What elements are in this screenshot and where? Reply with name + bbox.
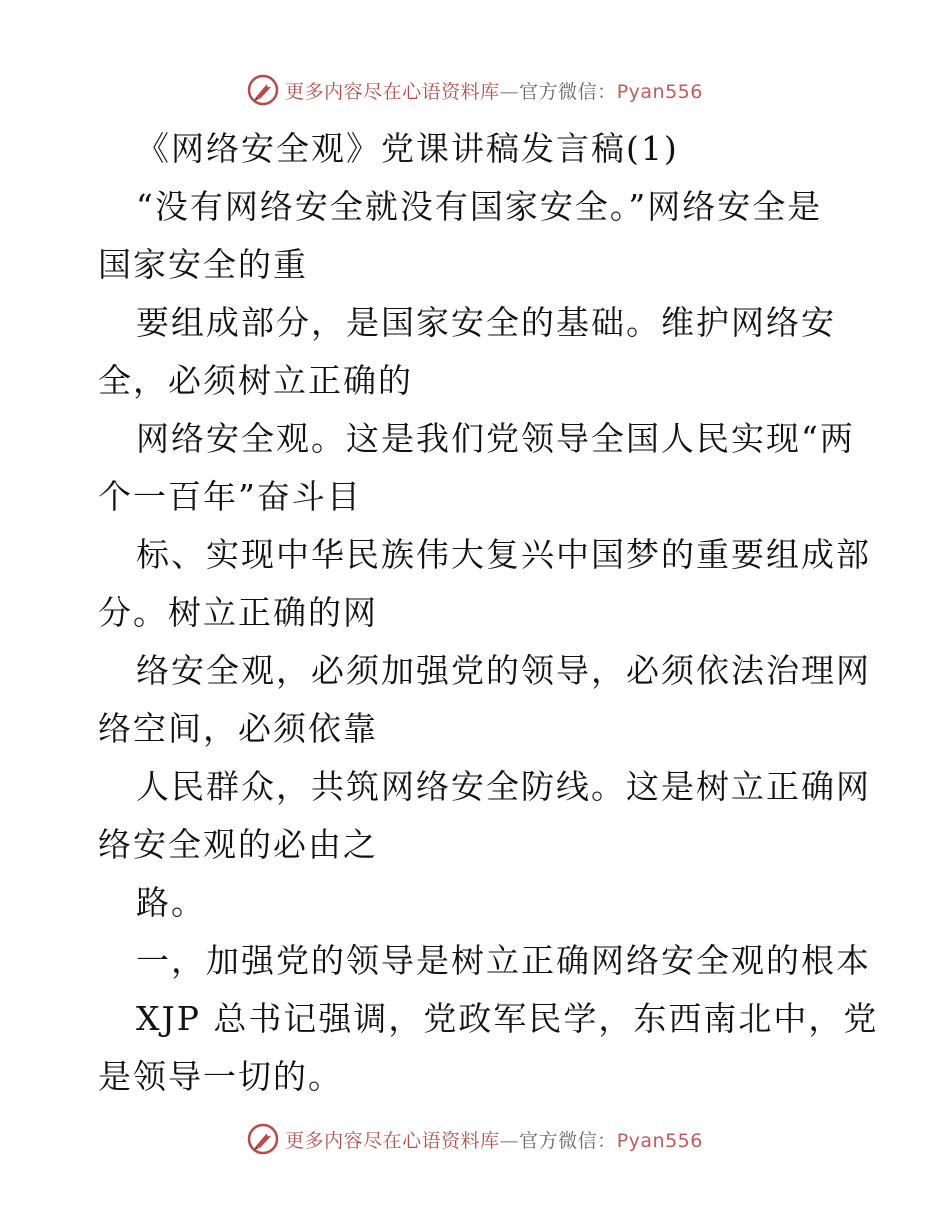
doc-line: 络安全观，必须加强党的领导，必须依法治理网 <box>136 651 871 690</box>
doc-line: 全，必须树立正确的 <box>98 361 413 400</box>
doc-line: 是领导一切的。 <box>98 1057 343 1096</box>
watermark-official: 官方微信： <box>519 1129 617 1152</box>
doc-line: 络空间，必须依靠 <box>98 709 378 748</box>
pen-logo-icon <box>247 1123 279 1155</box>
doc-line: 个一百年”奋斗目 <box>98 477 362 516</box>
doc-line: “没有网络安全就没有国家安全。”网络安全是 <box>136 187 823 226</box>
doc-line: 国家安全的重 <box>98 245 308 284</box>
watermark-official: 官方微信： <box>519 80 617 103</box>
watermark-main: 更多内容尽在心语资料库 <box>285 1129 500 1152</box>
watermark-id: Pyan556 <box>616 1129 703 1152</box>
doc-line: 标、实现中华民族伟大复兴中国梦的重要组成部 <box>136 535 871 574</box>
doc-line: 网络安全观。这是我们党领导全国人民实现“两 <box>136 419 855 458</box>
doc-line: XJP 总书记强调，党政军民学，东西南北中，党 <box>136 999 879 1038</box>
doc-line: 人民群众，共筑网络安全防线。这是树立正确网 <box>136 767 871 806</box>
doc-line: 路。 <box>136 883 206 922</box>
doc-line: 分。树立正确的网 <box>98 593 378 632</box>
watermark-main: 更多内容尽在心语资料库 <box>285 80 500 103</box>
watermark-dash: — <box>499 1129 520 1152</box>
doc-line: 要组成部分，是国家安全的基础。维护网络安 <box>136 303 836 342</box>
watermark-text <box>285 1126 703 1153</box>
pen-logo-icon <box>247 74 279 106</box>
watermark-text <box>285 77 703 104</box>
header-watermark <box>0 68 950 112</box>
doc-title: 《网络安全观》党课讲稿发言稿(1) <box>136 129 679 168</box>
document-body <box>98 120 879 1106</box>
doc-heading: 一，加强党的领导是树立正确网络安全观的根本 <box>136 941 871 980</box>
watermark-id: Pyan556 <box>616 80 703 103</box>
watermark-dash: — <box>499 80 520 103</box>
doc-line: 络安全观的必由之 <box>98 825 378 864</box>
footer-watermark <box>0 1117 950 1161</box>
